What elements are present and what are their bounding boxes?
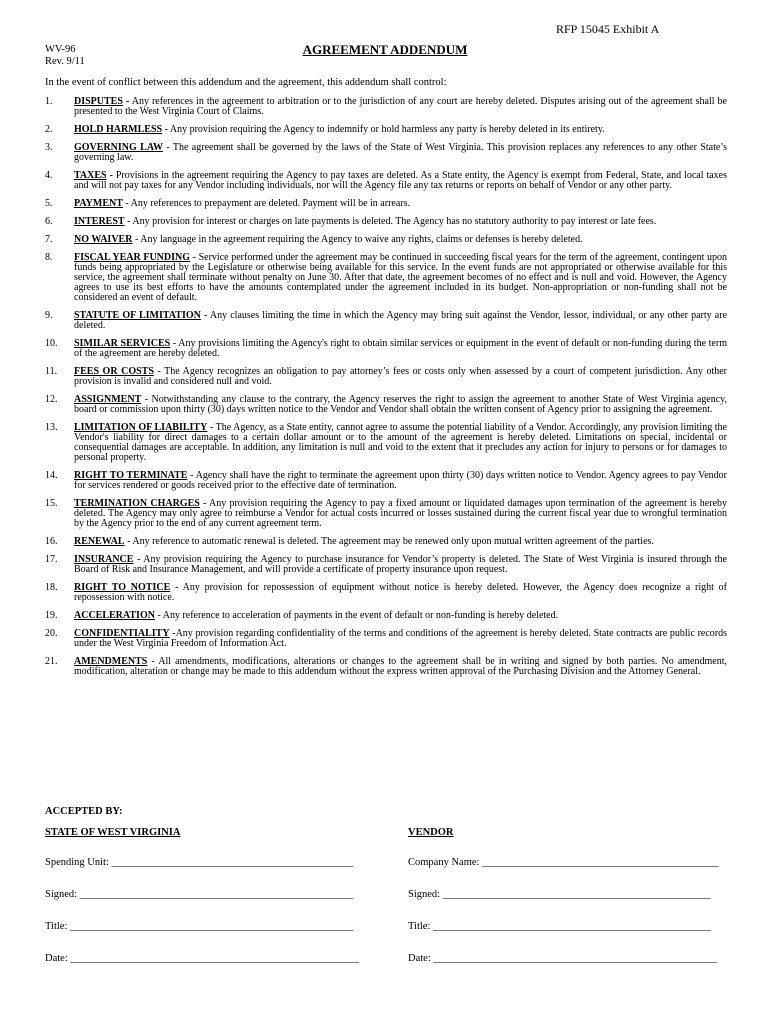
vendor-date-field[interactable]: Date: ______________________________________________________ bbox=[408, 953, 717, 964]
provision-heading: RIGHT TO NOTICE bbox=[74, 582, 171, 593]
provision-text: - All amendments, modifications, alterations or changes to the agreement shall be in writing and signed by both parties. No amendment, modification, alteration or change may be made to this addendum without the express written approval of the Purchasing Division and the Attorney General. bbox=[74, 656, 727, 677]
provision-item bbox=[45, 629, 727, 649]
provision-body bbox=[74, 423, 727, 463]
state-party-label: STATE OF WEST VIRGINIA bbox=[45, 827, 181, 838]
provision-number: 1. bbox=[45, 96, 53, 107]
provision-number: 12. bbox=[45, 394, 58, 405]
provision-body bbox=[74, 217, 727, 227]
provision-item bbox=[45, 471, 727, 491]
provision-heading: HOLD HARMLESS bbox=[74, 124, 163, 135]
provision-item bbox=[45, 339, 727, 359]
provision-number: 9. bbox=[45, 310, 53, 321]
provision-text: - Any reference to acceleration of payments in the event of default or non-funding is hereby deleted. bbox=[154, 610, 559, 621]
provision-text: - Notwithstanding any clause to the contrary, the Agency reserves the right to assign the agreement to another State of West Virginia agency, board or commission upon thirty (30) days written notice to the Vendor and Vendor shall obtain the written consent of Agency prior to assigning the agreement. bbox=[74, 394, 727, 415]
provision-heading: DISPUTES bbox=[74, 96, 123, 107]
provision-heading: CONFIDENTIALITY bbox=[74, 628, 170, 639]
provision-text: - The Agency recognizes an obligation to pay attorney’s fees or costs only when assessed by a court of competent jurisdiction. Any other provision is invalid and considered null and void. bbox=[74, 366, 727, 387]
provision-item bbox=[45, 583, 727, 603]
provision-body bbox=[74, 395, 727, 415]
provision-item bbox=[45, 423, 727, 463]
provision-text: - Any provision for interest or charges on late payments is deleted. The Agency has no statutory authority to pay interest or late fees. bbox=[124, 216, 657, 227]
provision-body bbox=[74, 611, 727, 621]
accepted-by-heading: ACCEPTED BY: bbox=[45, 806, 123, 817]
provision-list bbox=[45, 97, 727, 685]
provision-item bbox=[45, 499, 727, 529]
provision-body bbox=[74, 629, 727, 649]
provision-number: 18. bbox=[45, 582, 58, 593]
vendor-party-label: VENDOR bbox=[408, 827, 454, 838]
provision-body bbox=[74, 339, 727, 359]
provision-heading: RENEWAL bbox=[74, 536, 125, 547]
provision-text: - Any references to prepayment are deleted. Payment will be in arrears. bbox=[122, 198, 411, 209]
provision-heading: TERMINATION CHARGES bbox=[74, 498, 200, 509]
provision-body bbox=[74, 97, 727, 117]
provision-heading: AMENDMENTS bbox=[74, 656, 148, 667]
provision-item bbox=[45, 657, 727, 677]
provision-item bbox=[45, 125, 727, 135]
provision-number: 4. bbox=[45, 170, 53, 181]
provision-body bbox=[74, 657, 727, 677]
exhibit-label: RFP 15045 Exhibit A bbox=[556, 22, 660, 36]
form-revision: Rev. 9/11 bbox=[45, 56, 85, 67]
provision-text: - Any provision requiring the Agency to pay a fixed amount or liquidated damages upon termination of the agreement is hereby deleted. The Agency may only agree to reimburse a Vendor for actual costs incurred or losses sustained during the current fiscal year due to wrongful termination by the Agency prior to the end of any current agreement term. bbox=[74, 498, 728, 529]
provision-heading: PAYMENT bbox=[74, 198, 123, 209]
provision-item bbox=[45, 217, 727, 227]
state-title-field[interactable]: Title: ______________________________________________________ bbox=[45, 921, 354, 932]
provision-item bbox=[45, 143, 727, 163]
provision-item bbox=[45, 171, 727, 191]
document-title: AGREEMENT ADDENDUM bbox=[302, 42, 468, 57]
provision-body bbox=[74, 555, 727, 575]
provision-body bbox=[74, 199, 727, 209]
provision-body bbox=[74, 583, 727, 603]
provision-heading: NO WAIVER bbox=[74, 234, 133, 245]
provision-heading: LIMITATION OF LIABILITY bbox=[74, 422, 208, 433]
provision-text: -Any provision regarding confidentiality of the terms and conditions of the agreement is hereby deleted. State contracts are public records under the West Virginia Freedom of Information Act. bbox=[74, 628, 727, 649]
provision-body bbox=[74, 537, 727, 547]
provision-body bbox=[74, 235, 727, 245]
provision-number: 7. bbox=[45, 234, 53, 245]
provision-text: - Service performed under the agreement may be continued in succeeding fiscal years for the term of the agreement, contingent upon funds being appropriated by the Legislature or otherwise being available for this service. In the event funds are not appropriated or otherwise available for this service, the agreement shall terminate without penalty on June 30. After that date, the agreement becomes of no effect and is null and void. However, the Agency agrees to use its best efforts to have the amounts contemplated under the agreement included in its budget. Non-appropriation or non-funding shall not be considered an event of default. bbox=[74, 252, 727, 303]
provision-text: - The agreement shall be governed by the laws of the State of West Virginia. This provision replaces any references to any other State’s governing law. bbox=[74, 142, 727, 163]
provision-text: - Provisions in the agreement requiring the Agency to pay taxes are deleted. As a State entity, the Agency is exempt from Federal, State, and local taxes and will not pay taxes for any Vendor including individuals, nor will the Agency file any tax returns or reports on behalf of Vendor or any other party. bbox=[74, 170, 727, 191]
provision-number: 5. bbox=[45, 198, 53, 209]
provision-text: - Any references in the agreement to arbitration or to the jurisdiction of any court are hereby deleted. Disputes arising out of the agreement shall be presented to the West Virginia Court of Claims. bbox=[74, 96, 727, 117]
vendor-title-field[interactable]: Title: _____________________________________________________ bbox=[408, 921, 712, 932]
provision-heading: RIGHT TO TERMINATE bbox=[74, 470, 188, 481]
provision-number: 6. bbox=[45, 216, 53, 227]
company-name-field[interactable]: Company Name: _____________________________________________ bbox=[408, 857, 719, 868]
provision-number: 13. bbox=[45, 422, 58, 433]
provision-item bbox=[45, 97, 727, 117]
provision-number: 11. bbox=[45, 366, 58, 377]
provision-number: 2. bbox=[45, 124, 53, 135]
provision-number: 20. bbox=[45, 628, 58, 639]
provision-text: - Any language in the agreement requiring the Agency to waive any rights, claims or defenses is hereby deleted. bbox=[132, 234, 583, 245]
spending-unit-field[interactable]: Spending Unit: ______________________________________________ bbox=[45, 857, 354, 868]
provision-body bbox=[74, 125, 727, 135]
provision-body bbox=[74, 311, 727, 331]
provision-item bbox=[45, 311, 727, 331]
provision-number: 19. bbox=[45, 610, 58, 621]
provision-item bbox=[45, 555, 727, 575]
provision-item bbox=[45, 253, 727, 303]
provision-item bbox=[45, 537, 727, 547]
provision-heading: ASSIGNMENT bbox=[74, 394, 142, 405]
provision-heading: GOVERNING LAW bbox=[74, 142, 163, 153]
provision-number: 16. bbox=[45, 536, 58, 547]
provision-item bbox=[45, 367, 727, 387]
provision-heading: STATUTE OF LIMITATION bbox=[74, 310, 201, 321]
provision-text: - Any provision for repossession of equipment without notice is hereby deleted. However, the Agency does recognize a right of repossession with notice. bbox=[74, 582, 727, 603]
provision-number: 8. bbox=[45, 252, 53, 263]
provision-number: 17. bbox=[45, 554, 58, 565]
provision-heading: INTEREST bbox=[74, 216, 125, 227]
state-signed-field[interactable]: Signed: ____________________________________________________ bbox=[45, 889, 353, 900]
provision-body bbox=[74, 143, 727, 163]
provision-body bbox=[74, 171, 727, 191]
state-date-field[interactable]: Date: _______________________________________________________ bbox=[45, 953, 360, 964]
provision-number: 3. bbox=[45, 142, 53, 153]
provision-text: - Any provision requiring the Agency to purchase insurance for Vendor’s property is deleted. The State of West Virginia is insured through the Board of Risk and Insurance Management, and will provide a certificate of property insurance upon request. bbox=[74, 554, 727, 575]
provision-text: - The Agency, as a State entity, cannot agree to assume the potential liability of a Vendor. Accordingly, any provision limiting the Vendor's liability for direct damages to a certain dollar amount or to the amount of the agreement is hereby deleted. Limitations on special, incidental or consequential damages are acceptable. In addition, any limitation is null and void to the extent that it precludes any action for injury to persons or for damages to personal property. bbox=[74, 422, 727, 463]
provision-number: 15. bbox=[45, 498, 58, 509]
provision-body bbox=[74, 471, 727, 491]
form-number: WV-96 bbox=[45, 44, 76, 55]
provision-heading: ACCELERATION bbox=[74, 610, 155, 621]
provision-item bbox=[45, 395, 727, 415]
provision-body bbox=[74, 253, 727, 303]
provision-body bbox=[74, 499, 727, 529]
provision-number: 21. bbox=[45, 656, 58, 667]
provision-heading: SIMILAR SERVICES bbox=[74, 338, 171, 349]
provision-heading: FEES OR COSTS bbox=[74, 366, 154, 377]
provision-item bbox=[45, 199, 727, 209]
intro-text: In the event of conflict between this addendum and the agreement, this addendum shall control: bbox=[45, 77, 447, 88]
provision-text: - Any reference to automatic renewal is deleted. The agreement may be renewed only upon mutual written agreement of the parties. bbox=[124, 536, 654, 547]
provision-number: 14. bbox=[45, 470, 58, 481]
provision-heading: INSURANCE bbox=[74, 554, 134, 565]
provision-text: - Any provision requiring the Agency to indemnify or hold harmless any party is hereby deleted in its entirety. bbox=[162, 124, 605, 135]
provision-text: - Any provisions limiting the Agency's right to obtain similar services or equipment in the event of default or non-funding during the term of the agreement are hereby deleted. bbox=[74, 338, 727, 359]
provision-number: 10. bbox=[45, 338, 58, 349]
provision-text: - Agency shall have the right to terminate the agreement upon thirty (30) days written notice to Vendor. Agency agrees to pay Vendor for services rendered or goods received prior to the effective date of termination. bbox=[74, 470, 728, 491]
provision-heading: FISCAL YEAR FUNDING bbox=[74, 252, 191, 263]
provision-text: - Any clauses limiting the time in which the Agency may bring suit against the Vendor, lessor, individual, or any other party are deleted. bbox=[74, 310, 728, 331]
provision-item bbox=[45, 235, 727, 245]
provision-body bbox=[74, 367, 727, 387]
vendor-signed-field[interactable]: Signed: ___________________________________________________ bbox=[408, 889, 711, 900]
provision-item bbox=[45, 611, 727, 621]
provision-heading: TAXES bbox=[74, 170, 107, 181]
